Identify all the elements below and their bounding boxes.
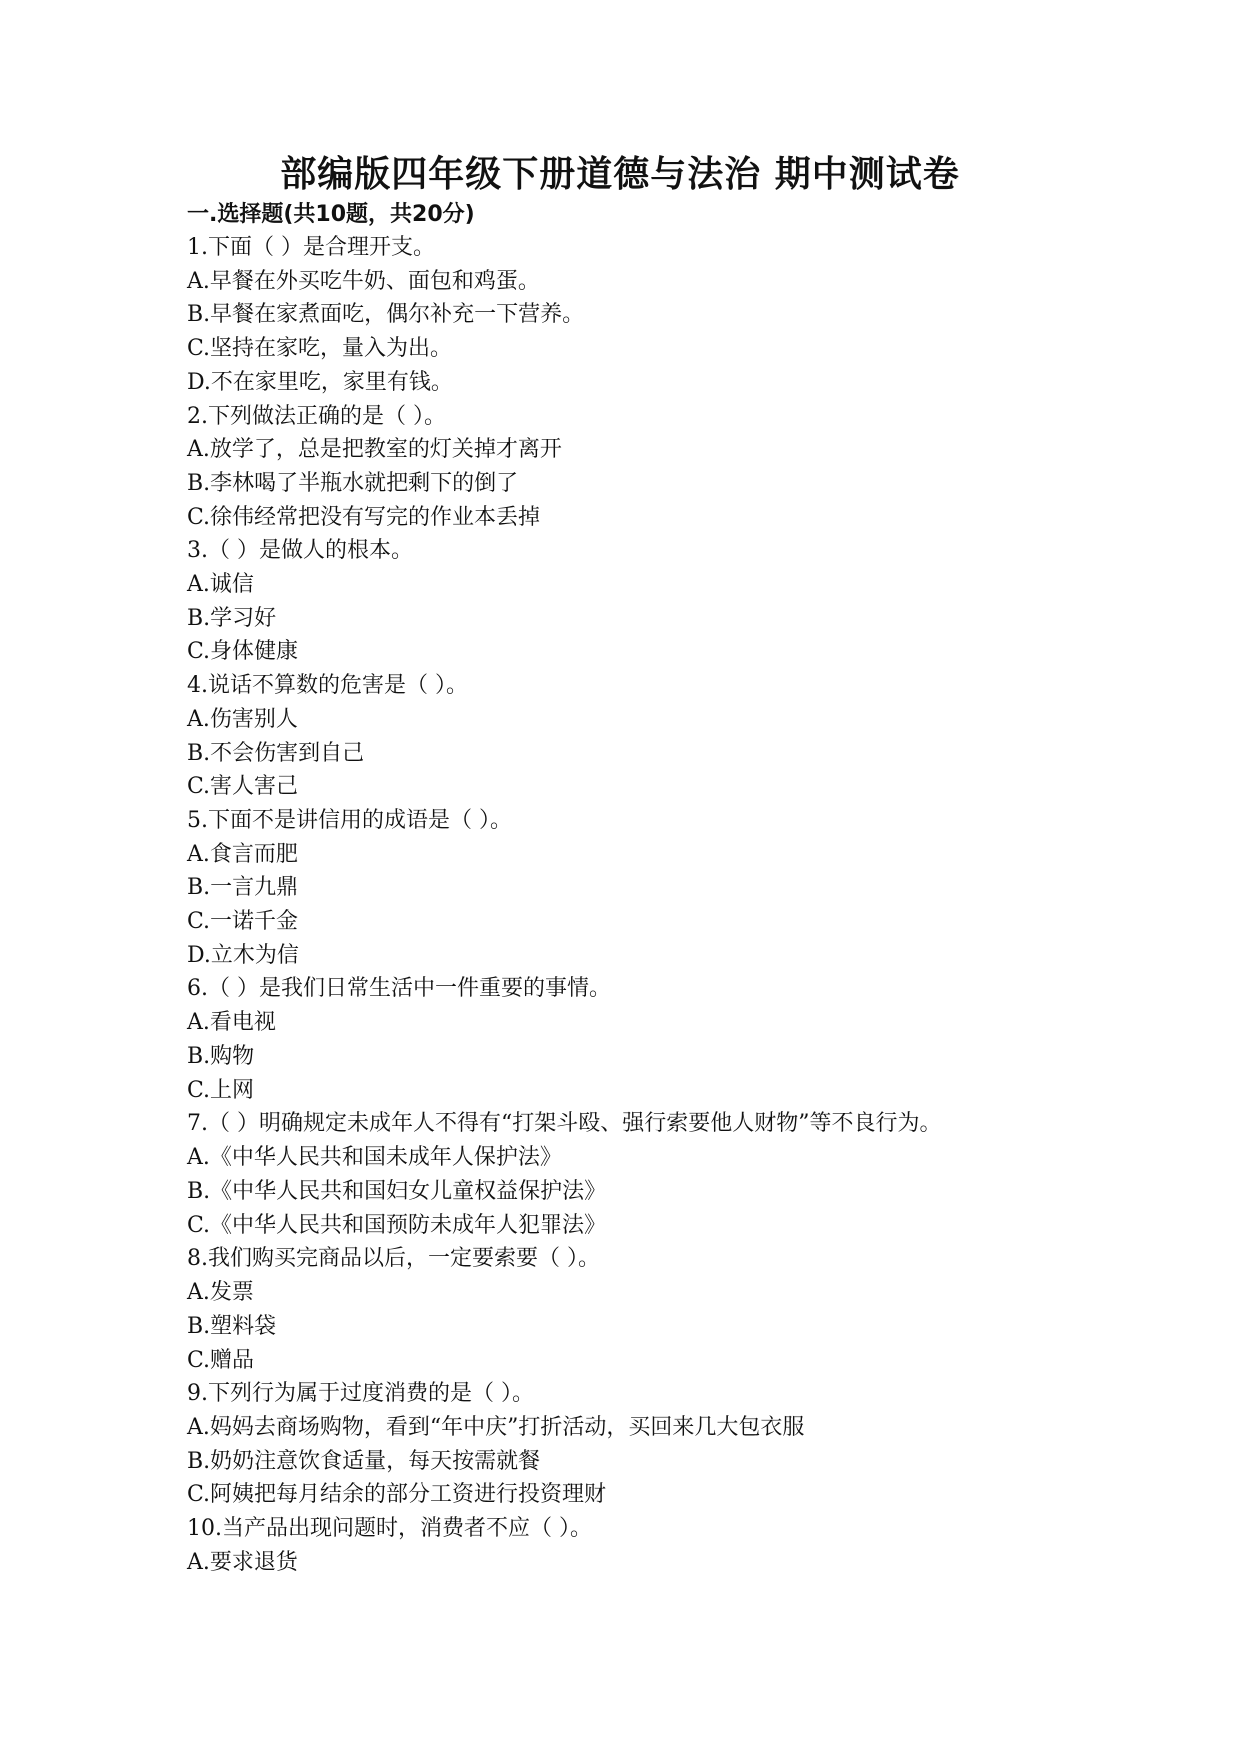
option-b: B.奶奶注意饮食适量，每天按需就餐 <box>187 1448 541 1474</box>
option-a: A.伤害别人 <box>187 706 298 732</box>
question-4 <box>187 669 1067 804</box>
option-b: B.一言九鼎 <box>187 875 299 901</box>
question-stem: 9.下列行为属于过度消费的是（ ）。 <box>187 1381 534 1407</box>
option-d: D.不在家里吃，家里有钱。 <box>187 369 453 395</box>
question-stem: 4.说话不算数的危害是（ ）。 <box>187 673 468 699</box>
option-a: A.早餐在外买吃牛奶、面包和鸡蛋。 <box>187 268 540 294</box>
option-c: C.害人害己 <box>187 774 299 800</box>
option-c: C.徐伟经常把没有写完的作业本丢掉 <box>187 504 541 530</box>
question-stem: 3.（ ）是做人的根本。 <box>187 538 413 564</box>
option-c: C.赠品 <box>187 1347 255 1373</box>
option-a: A.诚信 <box>187 572 254 598</box>
option-b: B.早餐在家煮面吃，偶尔补充一下营养。 <box>187 302 585 328</box>
option-b: B.学习好 <box>187 605 277 631</box>
question-stem: 2.下列做法正确的是（ ）。 <box>187 403 446 429</box>
option-b: B.购物 <box>187 1043 255 1069</box>
question-stem: 1.下面（ ）是合理开支。 <box>187 235 435 260</box>
option-b: B.不会伤害到自己 <box>187 740 365 766</box>
option-c: C.上网 <box>187 1077 255 1103</box>
question-stem: 8.我们购买完商品以后，一定要索要（ ）。 <box>187 1246 600 1272</box>
section-heading: 一.选择题(共10题，共20分) <box>187 202 475 227</box>
question-1 <box>187 231 1067 400</box>
question-5 <box>187 804 1067 973</box>
option-a: A.食言而肥 <box>187 841 298 867</box>
question-stem: 7.（ ）明确规定未成年人不得有“打架斗殴、强行索要他人财物”等不良行为。 <box>187 1111 942 1137</box>
option-b: B.塑料袋 <box>187 1313 277 1339</box>
question-3 <box>187 534 1067 669</box>
option-b: B.李林喝了半瓶水就把剩下的倒了 <box>187 470 519 496</box>
option-a: A.放学了，总是把教室的灯关掉才离开 <box>187 437 562 463</box>
question-stem: 6.（ ）是我们日常生活中一件重要的事情。 <box>187 976 611 1002</box>
option-b: B.《中华人民共和国妇女儿童权益保护法》 <box>187 1178 607 1204</box>
option-c: C.身体健康 <box>187 639 299 665</box>
option-a: A.看电视 <box>187 1010 276 1036</box>
exam-content <box>187 199 1067 1579</box>
question-6 <box>187 972 1067 1107</box>
question-8 <box>187 1242 1067 1377</box>
page-title: 部编版四年级下册道德与法治 期中测试卷 <box>280 154 960 195</box>
option-a: A.发票 <box>187 1280 254 1306</box>
option-c: C.一诺千金 <box>187 909 299 935</box>
option-a: A.《中华人民共和国未成年人保护法》 <box>187 1145 562 1171</box>
option-d: D.立木为信 <box>187 942 299 968</box>
option-a: A.妈妈去商场购物，看到“年中庆”打折活动，买回来几大包衣服 <box>187 1414 805 1440</box>
question-9 <box>187 1377 1067 1512</box>
option-c: C.坚持在家吃，量入为出。 <box>187 336 453 362</box>
question-stem: 10.当产品出现问题时，消费者不应（ ）。 <box>187 1516 592 1542</box>
option-a: A.要求退货 <box>187 1549 298 1575</box>
question-10 <box>187 1512 1067 1579</box>
question-2 <box>187 400 1067 535</box>
option-c: C.《中华人民共和国预防未成年人犯罪法》 <box>187 1212 607 1238</box>
question-stem: 5.下面不是讲信用的成语是（ ）。 <box>187 807 512 833</box>
question-7 <box>187 1110 1067 1242</box>
option-c: C.阿姨把每月结余的部分工资进行投资理财 <box>187 1482 607 1508</box>
